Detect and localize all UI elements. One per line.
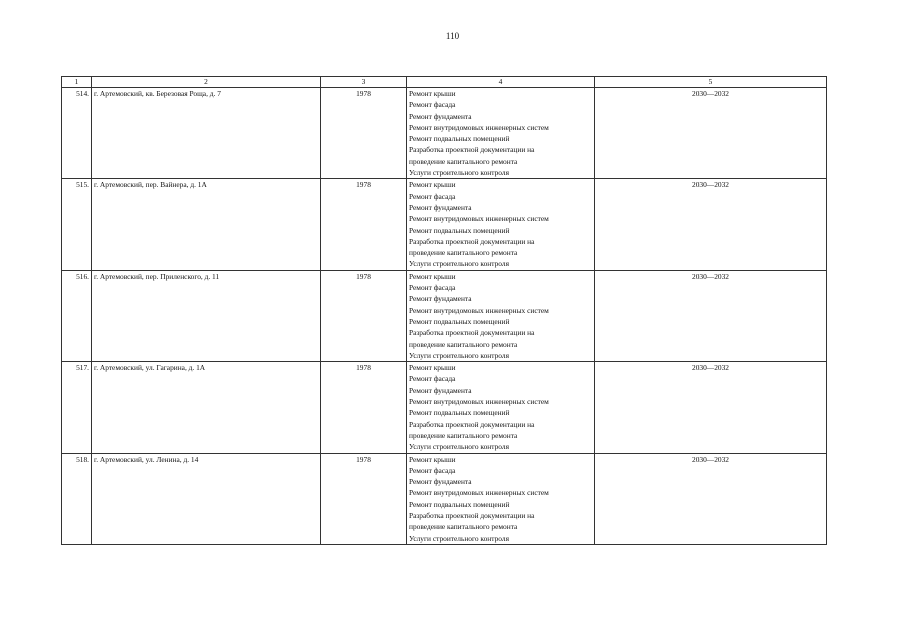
period-cell: 2030—2032 [595,88,827,179]
table-row [62,270,827,361]
work-item: проведение капитального ремонта [409,156,518,166]
period-cell: 2030—2032 [595,179,827,270]
work-item: проведение капитального ремонта [409,430,518,440]
work-item: Ремонт подвальных помещений [409,225,510,235]
work-item: Ремонт фасада [409,100,456,110]
work-item: проведение капитального ремонта [409,339,518,349]
year-cell: 1978 [321,88,407,179]
work-item: Ремонт фасада [409,191,456,201]
work-item: Ремонт крыши [409,271,456,281]
row-number: 515. [62,179,92,270]
row-number: 518. [62,453,92,544]
work-item: Ремонт внутридомовых инженерных систем [409,122,549,132]
work-item: Ремонт фасада [409,465,456,475]
capital-repair-table [61,76,827,545]
column-header-works: 4 [407,77,595,88]
period-cell: 2030—2032 [595,270,827,361]
works-cell [407,270,595,361]
work-item: Услуги строительного контроля [409,350,509,360]
work-item: Разработка проектной документации на [409,145,535,155]
address-cell: г. Артемовский, кв. Березовая Роща, д. 7 [92,88,321,179]
works-cell [407,362,595,453]
works-cell [407,179,595,270]
row-number: 514. [62,88,92,179]
work-item: Разработка проектной документации на [409,419,535,429]
work-item: Ремонт фундамента [409,477,472,487]
work-item: проведение капитального ремонта [409,248,518,258]
work-item: проведение капитального ремонта [409,522,518,532]
work-item: Ремонт фасада [409,374,456,384]
row-number: 517. [62,362,92,453]
work-item: Ремонт крыши [409,180,456,190]
work-item: Ремонт крыши [409,89,456,98]
address-cell: г. Артемовский, ул. Гагарина, д. 1А [92,362,321,453]
work-item: Разработка проектной документации на [409,510,535,520]
column-header-number: 1 [62,77,92,88]
works-cell [407,88,595,179]
column-header-period: 5 [595,77,827,88]
work-item: Ремонт внутридомовых инженерных систем [409,397,549,407]
work-item: Услуги строительного контроля [409,442,509,452]
work-item: Ремонт подвальных помещений [409,499,510,509]
work-item: Ремонт фундамента [409,202,472,212]
column-header-address: 2 [92,77,321,88]
work-item: Ремонт фундамента [409,111,472,121]
address-cell: г. Артемовский, пер. Вайнера, д. 1А [92,179,321,270]
row-number: 516. [62,270,92,361]
table-row [62,88,827,179]
table-row [62,453,827,544]
work-item: Ремонт подвальных помещений [409,134,510,144]
work-item: Услуги строительного контроля [409,259,509,269]
work-item: Разработка проектной документации на [409,236,535,246]
table-row [62,362,827,453]
work-item: Ремонт фундамента [409,385,472,395]
work-item: Услуги строительного контроля [409,168,509,178]
column-header-year: 3 [321,77,407,88]
work-item: Ремонт фундамента [409,294,472,304]
page-number: 110 [445,31,460,41]
address-cell: г. Артемовский, ул. Ленина, д. 14 [92,453,321,544]
year-cell: 1978 [321,362,407,453]
work-item: Разработка проектной документации на [409,328,535,338]
period-cell: 2030—2032 [595,453,827,544]
work-item: Ремонт крыши [409,454,456,464]
table-body [62,88,827,545]
work-item: Ремонт внутридомовых инженерных систем [409,214,549,224]
table-row [62,179,827,270]
work-item: Ремонт внутридомовых инженерных систем [409,305,549,315]
works-cell [407,453,595,544]
address-cell: г. Артемовский, пер. Приленского, д. 11 [92,270,321,361]
work-item: Услуги строительного контроля [409,533,509,543]
period-cell: 2030—2032 [595,362,827,453]
work-item: Ремонт внутридомовых инженерных систем [409,488,549,498]
year-cell: 1978 [321,270,407,361]
work-item: Ремонт подвальных помещений [409,316,510,326]
work-item: Ремонт крыши [409,363,456,373]
work-item: Ремонт подвальных помещений [409,408,510,418]
column-number-row [62,77,827,88]
year-cell: 1978 [321,453,407,544]
work-item: Ремонт фасада [409,283,456,293]
year-cell: 1978 [321,179,407,270]
